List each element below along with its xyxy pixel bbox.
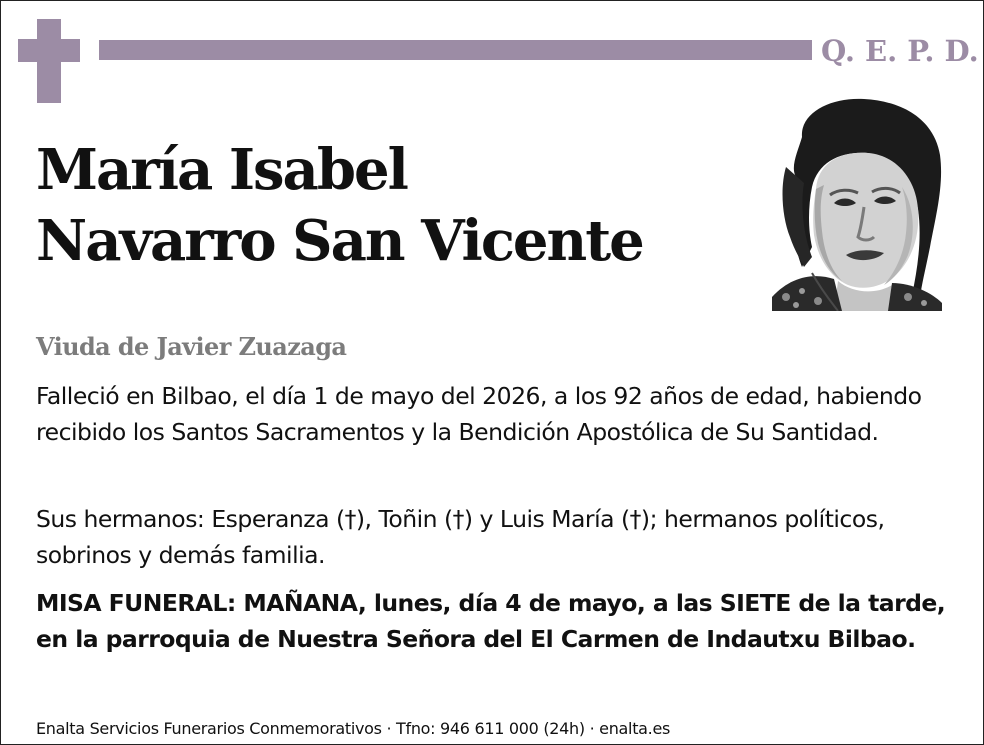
death-notice-paragraph: Falleció en Bilbao, el día 1 de mayo del 2026, a los 92 años de edad, habiendo recibido los Santos Sacramentos y la Bendición Apostólica de Su Santidad. [36, 382, 922, 446]
portrait-image [772, 97, 942, 311]
widow-subtitle: Viuda de Javier Zuazaga [36, 332, 347, 361]
portrait-photo [772, 97, 942, 311]
funeral-mass-paragraph: MISA FUNERAL: MAÑANA, lunes, día 4 de mayo, a las SIETE de la tarde, en la parroquia de Nuestra Señora del El Carmen de Indautxu Bilbao. [36, 589, 946, 653]
family-paragraph: Sus hermanos: Esperanza (†), Toñin (†) y Luis María (†); hermanos políticos, sobrinos y demás familia. [36, 505, 885, 569]
funeral-home-footer: Enalta Servicios Funerarios Conmemorativos · Tfno: 946 611 000 (24h) · enalta.es [36, 719, 671, 738]
qepd-label: Q. E. P. D. [821, 34, 979, 68]
name-line-2: Navarro San Vicente [36, 208, 643, 274]
header-rule [99, 40, 812, 60]
deceased-name [36, 135, 643, 277]
name-line-1: María Isabel [36, 137, 407, 203]
cross-icon-arm [18, 39, 80, 62]
